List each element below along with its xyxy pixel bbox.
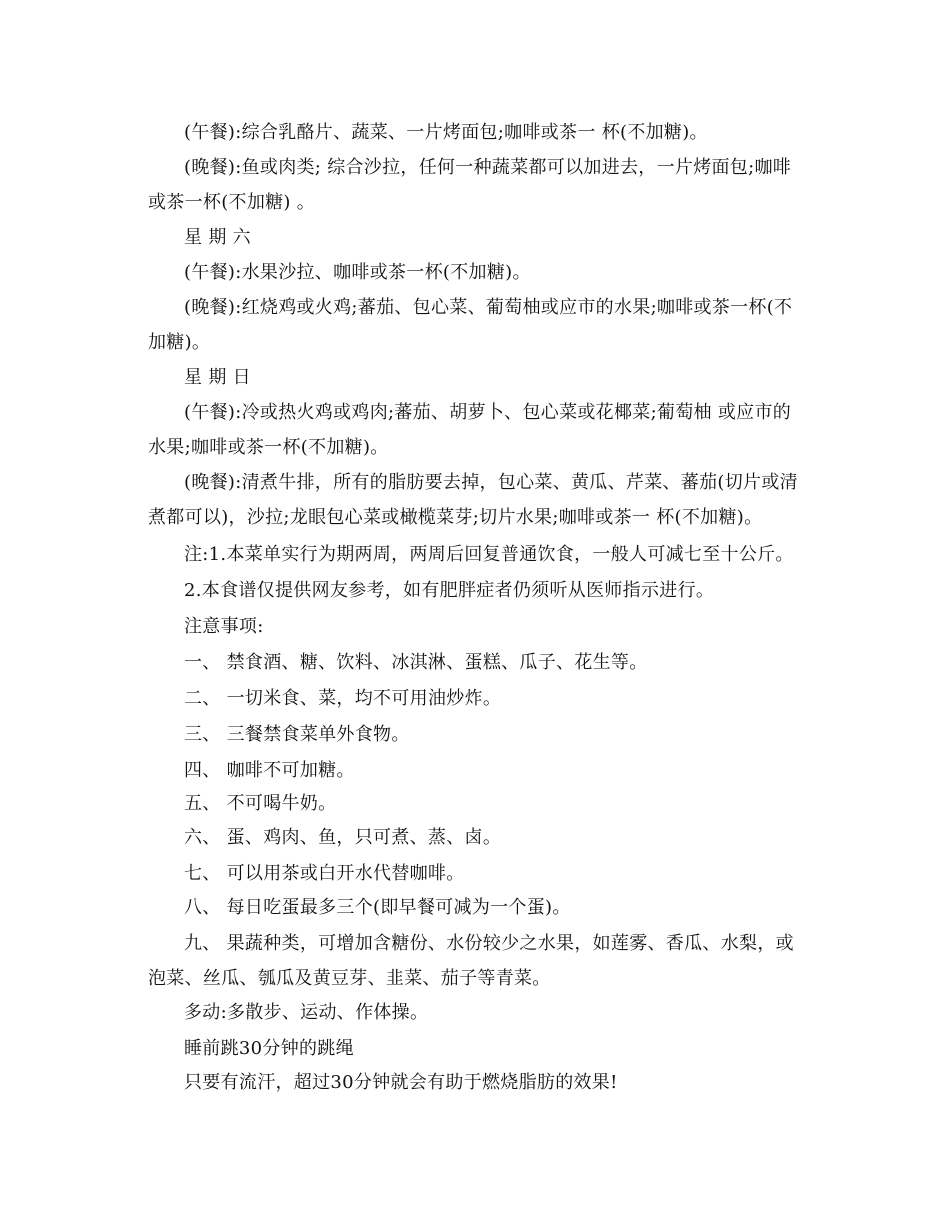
precaution-item-5: 五、 不可喝牛奶。 [184,793,337,814]
note-1: 注:1.本菜单实行为期两周，两周后回复普通饮食，一般人可减七至十公斤。 [184,544,794,565]
exercise-tip: 多动:多散步、运动、作体操。 [184,1002,429,1023]
jump-rope-tip: 睡前跳30分钟的跳绳 [184,1038,354,1059]
lunch-sunday: (午餐):冷或热火鸡或鸡肉;蕃茄、胡萝卜、包心菜或花椰菜;葡萄柚 或应市的水果;咖啡或茶一杯(不加糖)。 [148,402,792,458]
precaution-item-3: 三、 三餐禁食菜单外食物。 [184,724,410,745]
precaution-item-7: 七、 可以用茶或白开水代替咖啡。 [184,863,465,884]
dinner-saturday: (晚餐):红烧鸡或火鸡;蕃茄、包心菜、葡萄柚或应市的水果;咖啡或茶一杯(不加糖)。 [148,297,793,353]
lunch-friday: (午餐):综合乳酪片、蔬菜、一片烤面包;咖啡或茶一 杯(不加糖)。 [184,122,708,143]
heading-saturday: 星 期 六 [184,227,251,248]
precautions-heading: 注意事项: [184,616,264,637]
dinner-friday: (晚餐):鱼或肉类; 综合沙拉，任何一种蔬菜都可以加进去，一片烤面包;咖啡或茶一杯(不加糖) 。 [148,157,792,213]
precaution-item-9: 九、 果蔬种类，可增加含糖份、水份较少之水果，如莲雾、香瓜、水梨，或泡菜、丝瓜、瓠瓜及黄豆芽、韭菜、茄子等青菜。 [148,933,794,989]
precaution-item-4: 四、 咖啡不可加糖。 [184,760,355,781]
sweat-tip: 只要有流汗，超过30分钟就会有助于燃烧脂肪的效果! [184,1072,618,1093]
note-2: 2.本食谱仅提供网友参考，如有肥胖症者仍须听从医师指示进行。 [184,580,715,601]
lunch-saturday: (午餐):水果沙拉、咖啡或茶一杯(不加糖)。 [184,262,531,283]
precaution-item-1: 一、 禁食酒、糖、饮料、冰淇淋、蛋糕、瓜子、花生等。 [184,652,648,673]
precaution-item-8: 八、 每日吃蛋最多三个(即早餐可减为一个蛋)。 [184,897,571,918]
dinner-sunday: (晚餐):清煮牛排，所有的脂肪要去掉，包心菜、黄瓜、芹菜、蕃茄(切片或清煮都可以)，沙拉;龙眼包心菜或橄榄菜芽;切片水果;咖啡或茶一 杯(不加糖)。 [148,472,798,528]
heading-sunday: 星 期 日 [184,367,251,388]
precaution-item-6: 六、 蛋、鸡肉、鱼，只可煮、蒸、卤。 [184,827,502,848]
precaution-item-2: 二、 一切米食、菜，均不可用油炒炸。 [184,688,502,709]
